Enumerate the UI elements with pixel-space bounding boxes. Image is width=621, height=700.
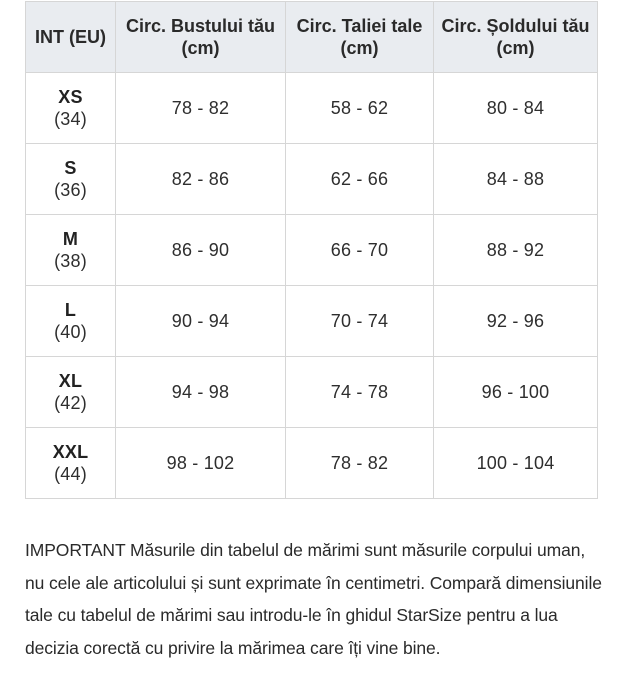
header-label: Circ. Bustului tău — [125, 16, 275, 36]
header-row — [26, 2, 598, 73]
header-hip — [434, 2, 598, 73]
bust-cell: 78 - 82 — [116, 73, 286, 144]
header-label: INT (EU) — [35, 27, 106, 47]
hip-cell: 88 - 92 — [434, 215, 598, 286]
table-row — [26, 357, 598, 428]
bust-cell: 82 - 86 — [116, 144, 286, 215]
size-cell — [26, 286, 116, 357]
waist-cell: 58 - 62 — [286, 73, 434, 144]
size-cell — [26, 144, 116, 215]
header-bust — [116, 2, 286, 73]
table-header — [26, 2, 598, 73]
waist-cell: 78 - 82 — [286, 428, 434, 499]
size-chart-table — [25, 1, 598, 499]
size-cell — [26, 215, 116, 286]
size-eu-number: (44) — [54, 464, 87, 484]
waist-cell: 74 - 78 — [286, 357, 434, 428]
waist-cell: 70 - 74 — [286, 286, 434, 357]
bust-cell: 98 - 102 — [116, 428, 286, 499]
size-label: XS — [58, 87, 83, 107]
table-row — [26, 428, 598, 499]
hip-cell: 100 - 104 — [434, 428, 598, 499]
size-eu-number: (34) — [54, 109, 87, 129]
table-row — [26, 286, 598, 357]
bust-cell: 94 - 98 — [116, 357, 286, 428]
size-label: XXL — [52, 442, 89, 462]
size-label: L — [64, 300, 77, 320]
hip-cell: 80 - 84 — [434, 73, 598, 144]
bust-cell: 86 - 90 — [116, 215, 286, 286]
bust-cell: 90 - 94 — [116, 286, 286, 357]
size-label: XL — [58, 371, 83, 391]
size-cell — [26, 73, 116, 144]
size-eu-number: (40) — [54, 322, 87, 342]
hip-cell: 84 - 88 — [434, 144, 598, 215]
hip-cell: 96 - 100 — [434, 357, 598, 428]
waist-cell: 62 - 66 — [286, 144, 434, 215]
header-unit: (cm) — [496, 38, 535, 58]
waist-cell: 66 - 70 — [286, 215, 434, 286]
table-row — [26, 144, 598, 215]
size-eu-number: (36) — [54, 180, 87, 200]
header-waist — [286, 2, 434, 73]
table-row — [26, 215, 598, 286]
table-row — [26, 73, 598, 144]
header-label: Circ. Taliei tale — [296, 16, 423, 36]
important-note: IMPORTANT Măsurile din tabelul de mărimi sunt măsurile corpului uman, nu cele ale articolului și sunt exprimate în centimetri. Compară dimensiunile tale cu tabelul de mărimi sau introdu-le în ghidul StarSize pentru a lua decizia corectă cu privire la mărimea care îți vine bine. — [25, 540, 602, 658]
size-cell — [26, 357, 116, 428]
hip-cell: 92 - 96 — [434, 286, 598, 357]
header-unit: (cm) — [181, 38, 220, 58]
header-unit: (cm) — [340, 38, 379, 58]
size-cell — [26, 428, 116, 499]
header-int-eu — [26, 2, 116, 73]
size-eu-number: (42) — [54, 393, 87, 413]
size-eu-number: (38) — [54, 251, 87, 271]
table-body — [26, 73, 598, 499]
size-label: M — [62, 229, 79, 249]
size-label: S — [64, 158, 77, 178]
header-label: Circ. Șoldului tău — [441, 16, 590, 36]
